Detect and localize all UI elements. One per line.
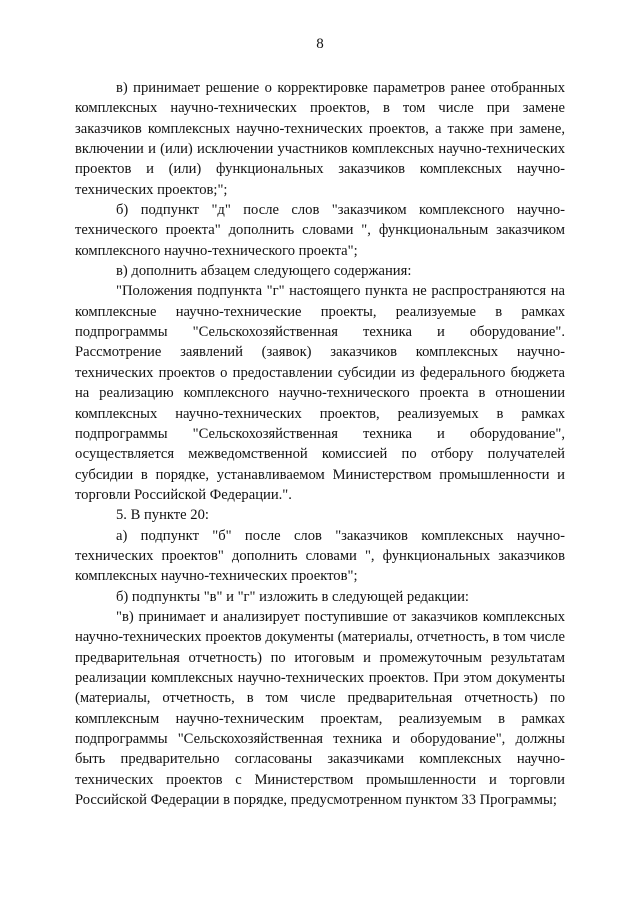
document-body bbox=[75, 78, 565, 810]
page-number: 8 bbox=[316, 36, 324, 52]
paragraph-subitem-v: в) дополнить абзацем следующего содержания: bbox=[116, 263, 412, 280]
paragraph-new-v-text: "в) принимает и анализирует поступившие от заказчиков комплексных научно-технических проектов документы (материалы, отчетность, в том числе предварительная отчетность) по итоговым и промежуточным результатам реализации комплексных научно-технических проектов. При этом документы (материалы, отчетность, в том числе предварительная отчетность) по комплексным научно-техническим проектам, реализуемым в рамках подпрограммы "Сельскохозяйственная техника и оборудование", должны быть предварительно согласованы заказчиками комплексных научно-технических проектов с Министерством промышленности и торговли Российской Федерации в порядке, предусмотренном пунктом 33 Программы; bbox=[75, 608, 565, 809]
paragraph-subitem-b: б) подпункт "д" после слов "заказчиком комплексного научно-технического проекта" дополнить словами ", функциональным заказчиком комплексного научно-технического проекта"; bbox=[75, 202, 565, 259]
paragraph-subitem-b-2: б) подпункты "в" и "г" изложить в следующей редакции: bbox=[116, 588, 469, 605]
paragraph-new-clause-text: "Положения подпункта "г" настоящего пункта не распространяются на комплексные научно-технические проекты, реализуемые в рамках подпрограммы "Сельскохозяйственная техника и оборудование". Рассмотрение заявлений (заявок) заказчиков комплексных научно-технических проектов о предоставлении субсидии из федерального бюджета на реализацию комплексного научно-технического проекта в отношении комплексных научно-технических проектов, реализуемых в рамках подпрограммы "Сельскохозяйственная техника и оборудование", осуществляется межведомственной комиссией по отбору получателей субсидии в порядке, устанавливаемом Министерством промышленности и торговли Российской Федерации.". bbox=[75, 283, 565, 503]
paragraph-item-5: 5. В пункте 20: bbox=[116, 507, 209, 524]
paragraph-subitem-a: а) подпункт "б" после слов "заказчиков комплексных научно-технических проектов" дополнить словами ", функциональных заказчиков комплексных научно-технических проектов"; bbox=[75, 527, 565, 585]
paragraph-amendment-v-text: в) принимает решение о корректировке параметров ранее отобранных комплексных научно-технических проектов, в том числе при замене заказчиков комплексных научно-технических проектов, а также при замене, включении и (или) исключении участников комплексных научно-технических проектов и (или) функциональных заказчиков комплексных научно-технических проектов;"; bbox=[75, 80, 565, 198]
